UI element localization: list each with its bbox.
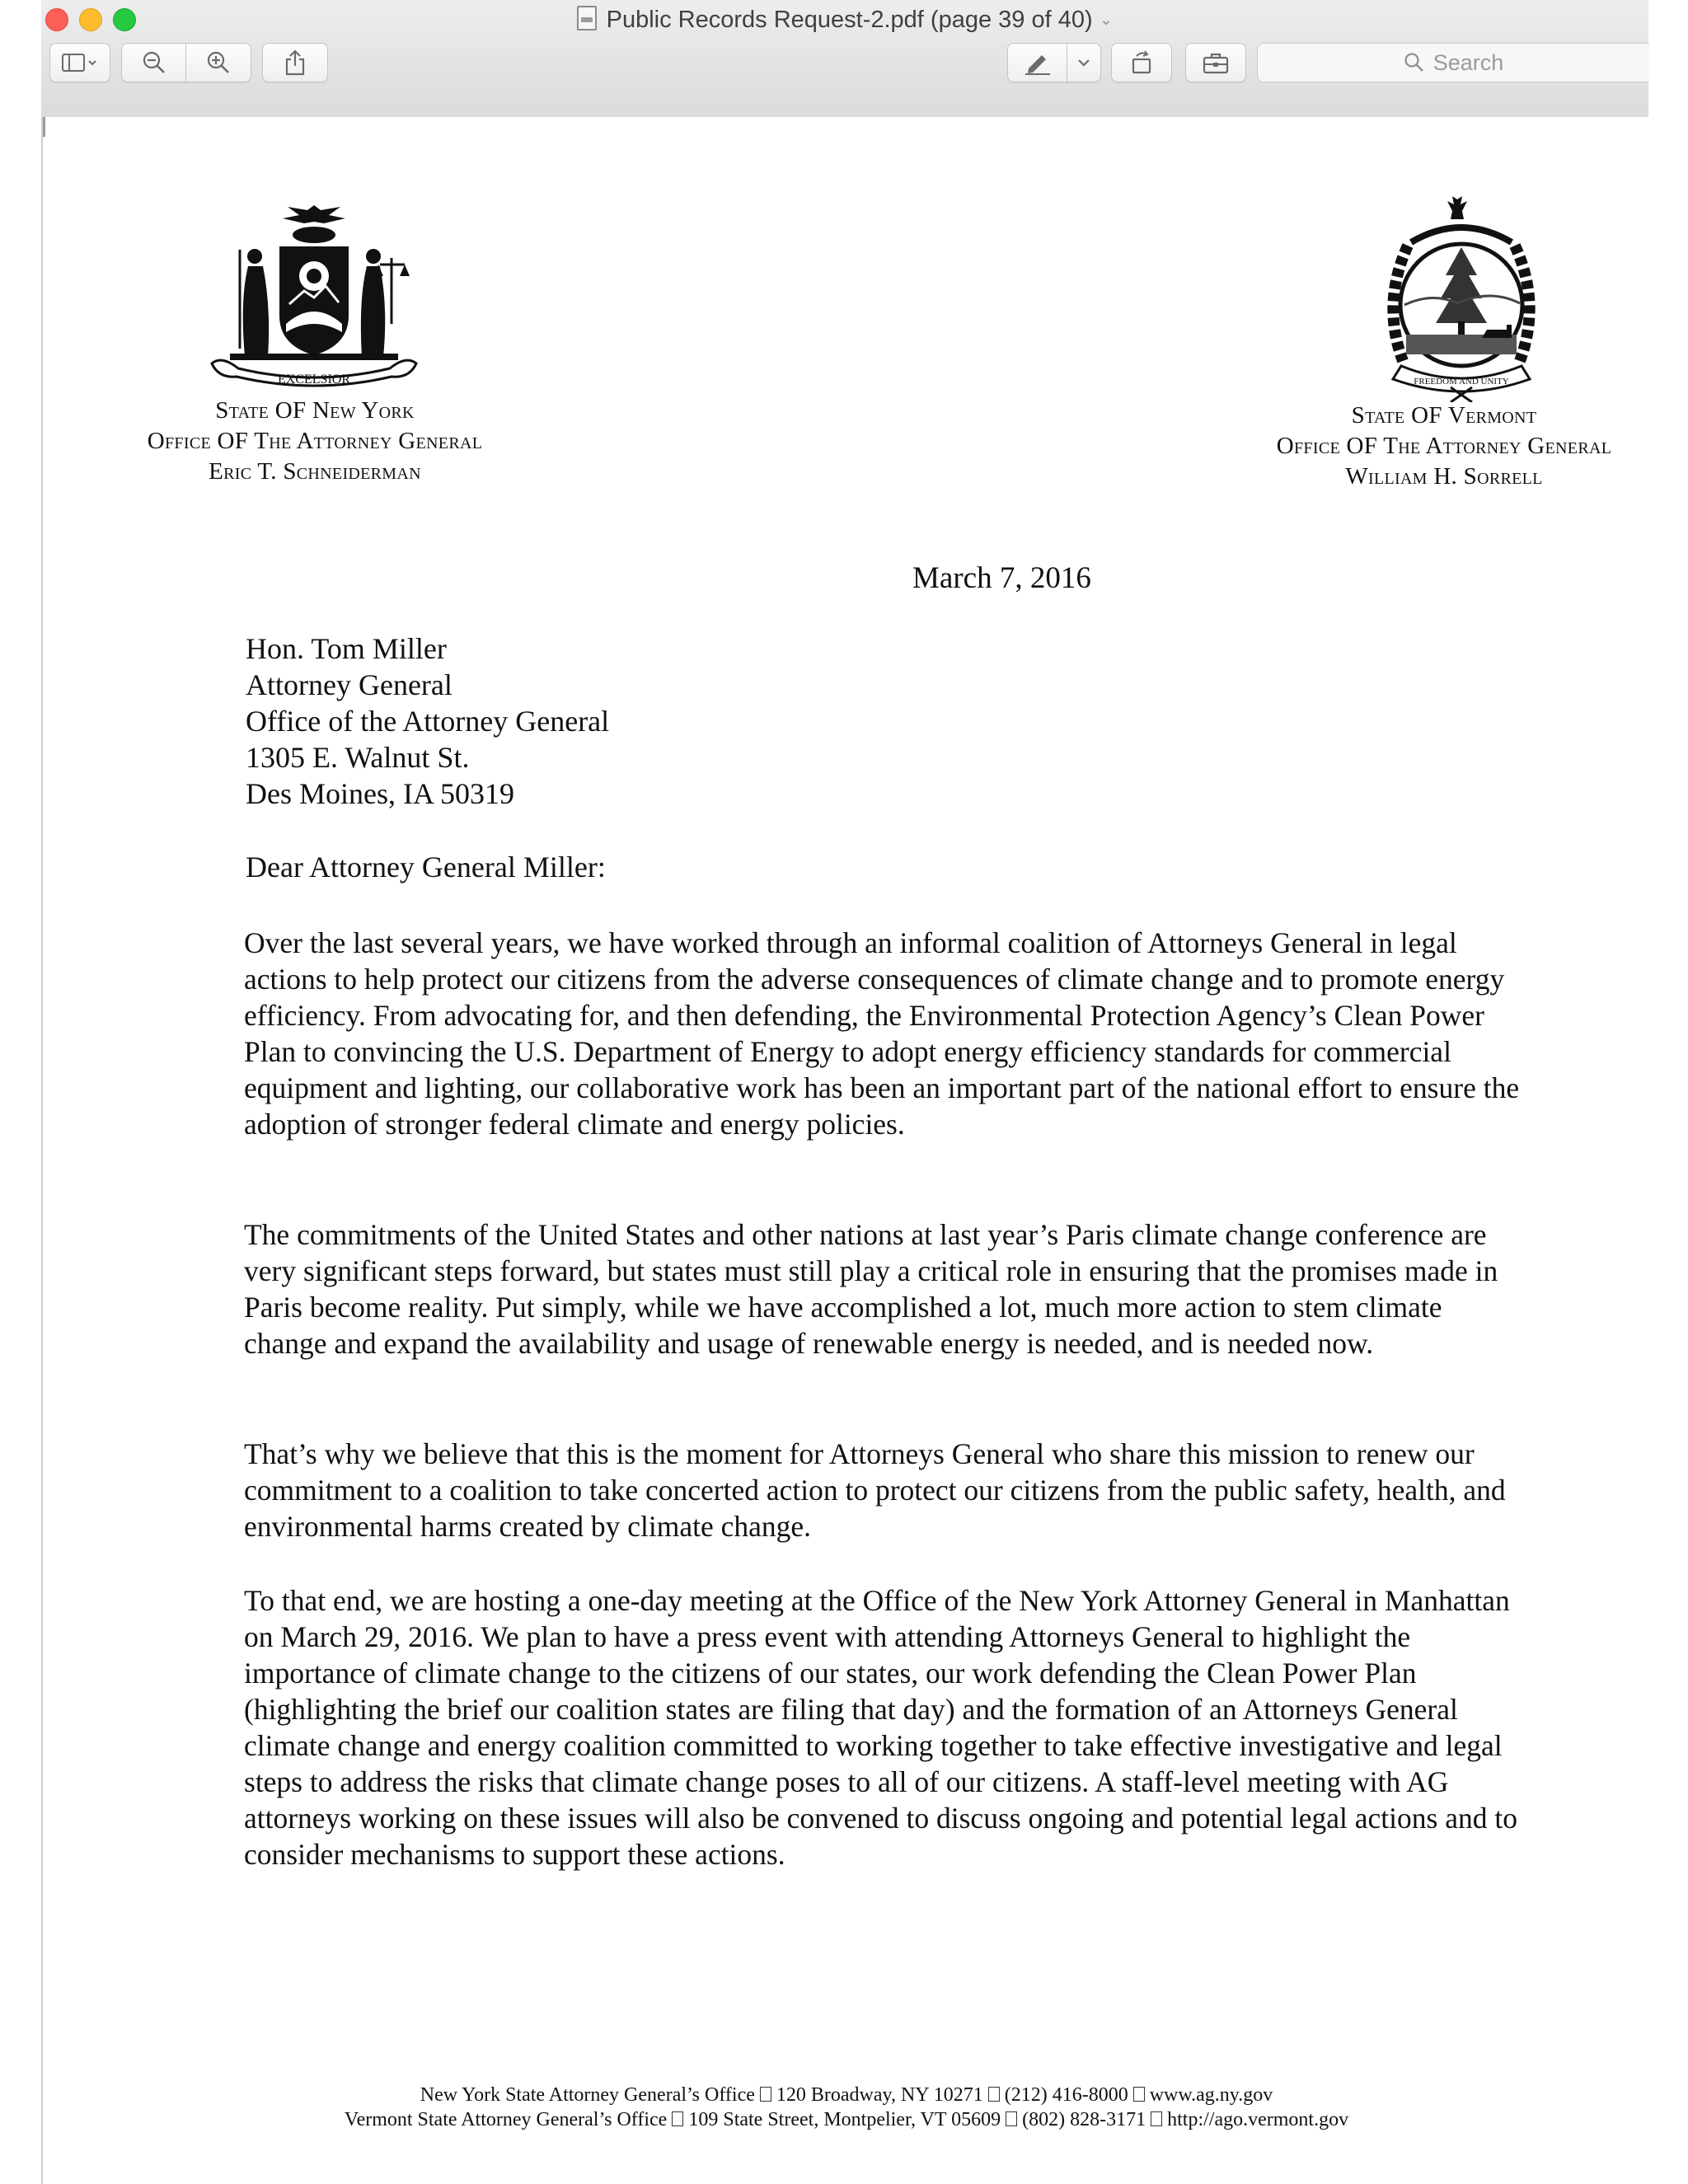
- letter-paragraph: To that end, we are hosting a one-day meeting at the Office of the New York Attorney General in Manhattan on March 29, 2016. We plan to have a press event with attending Attorneys General to highlight the importance of climate change to the citizens of our states, our work defending the Clean Power Plan (highlighting the brief our coalition states are filing that day) and the formation of an Attorneys General climate change and energy coalition committed to working together to take effective investigative and legal steps to address the risks that climate change poses to all of our citizens. A staff-level meeting with AG attorneys working on these issues will also be convened to discuss ongoing and potential legal actions and to consider mechanisms to support these actions.: [244, 1584, 1517, 1871]
- separator-box: [1151, 2111, 1162, 2126]
- search-icon: [1404, 52, 1425, 73]
- pdf-page[interactable]: [41, 117, 1650, 2184]
- vt-footer-phone: (802) 828-3171: [1022, 2109, 1146, 2130]
- zoom-out-icon: [142, 50, 166, 75]
- share-button[interactable]: [262, 43, 328, 82]
- search-field[interactable]: [1257, 43, 1649, 82]
- vt-state-name: State OF Vermont: [1351, 402, 1537, 429]
- ny-footer-line: [43, 2082, 1650, 2108]
- rotate-icon: [1128, 49, 1155, 76]
- search-placeholder: Search: [1432, 49, 1504, 75]
- address-line: 1305 E. Walnut St.: [246, 741, 470, 774]
- window-title[interactable]: [41, 3, 1648, 36]
- salutation: Dear Attorney General Miller:: [246, 851, 606, 883]
- letter-paragraph: Over the last several years, we have worked through an informal coalition of Attorneys General in legal actions to help protect our citizens from the adverse consequences of climate change and to promote energy efficiency. From advocating for, and then defending, the Environmental Protection Agency’s Clean Power Plan to convincing the U.S. Department of Energy to adopt energy efficiency standards for commercial equipment and lighting, our collaborative work has been an important part of the national effort to ensure the adoption of stronger federal climate and energy policies.: [244, 926, 1520, 1141]
- chevron-down-icon: ⌄: [1099, 11, 1114, 29]
- ny-state-name: State OF New York: [215, 397, 415, 424]
- new-york-seal-icon: [197, 200, 431, 390]
- zoom-out-button[interactable]: [121, 43, 187, 82]
- address-line: Des Moines, IA 50319: [246, 777, 514, 810]
- pen-icon: [1024, 50, 1052, 75]
- toolbox-icon: [1202, 50, 1230, 75]
- page-edge-marker: [43, 117, 45, 137]
- markup-menu-button[interactable]: [1067, 43, 1101, 82]
- ny-attorney-general-name: Eric T. Schneiderman: [209, 458, 421, 485]
- svg-text:EXCELSIOR: EXCELSIOR: [278, 373, 350, 387]
- ny-office-block: [105, 396, 525, 487]
- vt-footer-web: http://ago.vermont.gov: [1167, 2109, 1349, 2130]
- pdf-document-icon: [577, 6, 597, 30]
- title-bar: [41, 0, 1648, 118]
- window-title-text: Public Records Request-2.pdf (page 39 of 40): [606, 7, 1093, 33]
- ny-footer-web: www.ag.ny.gov: [1149, 2084, 1273, 2106]
- chevron-down-icon: [1077, 58, 1090, 68]
- letter-date: March 7, 2016: [912, 561, 1091, 595]
- ny-footer-address: 120 Broadway, NY 10271: [776, 2084, 983, 2106]
- vt-footer-office: Vermont State Attorney General’s Office: [344, 2109, 668, 2130]
- sidebar-toggle-button[interactable]: [49, 43, 110, 82]
- vt-footer-line: [43, 2107, 1650, 2133]
- zoom-in-button[interactable]: [185, 43, 251, 82]
- toolbox-button[interactable]: [1185, 43, 1246, 82]
- vt-attorney-general-name: William H. Sorrell: [1345, 463, 1543, 490]
- sidebar-icon: [62, 52, 98, 73]
- letter-paragraph: That’s why we believe that this is the moment for Attorneys General who share this mission to renew our commitment to a coalition to take concerted action to protect our citizens from the public safety, health, and environmental harms created by climate change.: [244, 1437, 1506, 1543]
- separator-box: [1006, 2111, 1017, 2126]
- svg-text:FREEDOM AND UNITY: FREEDOM AND UNITY: [1414, 377, 1509, 387]
- rotate-button[interactable]: [1111, 43, 1172, 82]
- vt-office-name: Office OF The Attorney General: [1276, 433, 1612, 459]
- ny-footer-phone: (212) 416-8000: [1004, 2084, 1128, 2106]
- separator-box: [1133, 2087, 1145, 2102]
- share-icon: [284, 49, 307, 76]
- vt-footer-address: 109 State Street, Montpelier, VT 05609: [688, 2109, 1001, 2130]
- separator-box: [760, 2087, 771, 2102]
- markup-button[interactable]: [1007, 43, 1068, 82]
- ny-office-name: Office OF The Attorney General: [147, 428, 483, 454]
- vermont-seal-icon: [1375, 196, 1548, 402]
- letter-paragraph: The commitments of the United States and other nations at last year’s Paris climate change conference are very significant steps forward, but states must still play a critical role in ensuring that the promises made in Paris become reality. Put simply, while we have accomplished a lot, much more action to stem climate change and expand the availability and usage of renewable energy is needed, and is needed now.: [244, 1218, 1498, 1360]
- preview-window: [41, 0, 1648, 2184]
- address-line: Attorney General: [246, 668, 452, 701]
- separator-box: [988, 2087, 1000, 2102]
- vt-office-block: [1230, 401, 1658, 492]
- address-line: Hon. Tom Miller: [246, 632, 447, 665]
- recipient-address: [246, 630, 609, 812]
- separator-box: [672, 2111, 683, 2126]
- ny-footer-office: New York State Attorney General’s Office: [420, 2084, 755, 2106]
- zoom-in-icon: [206, 50, 231, 75]
- address-line: Office of the Attorney General: [246, 705, 610, 738]
